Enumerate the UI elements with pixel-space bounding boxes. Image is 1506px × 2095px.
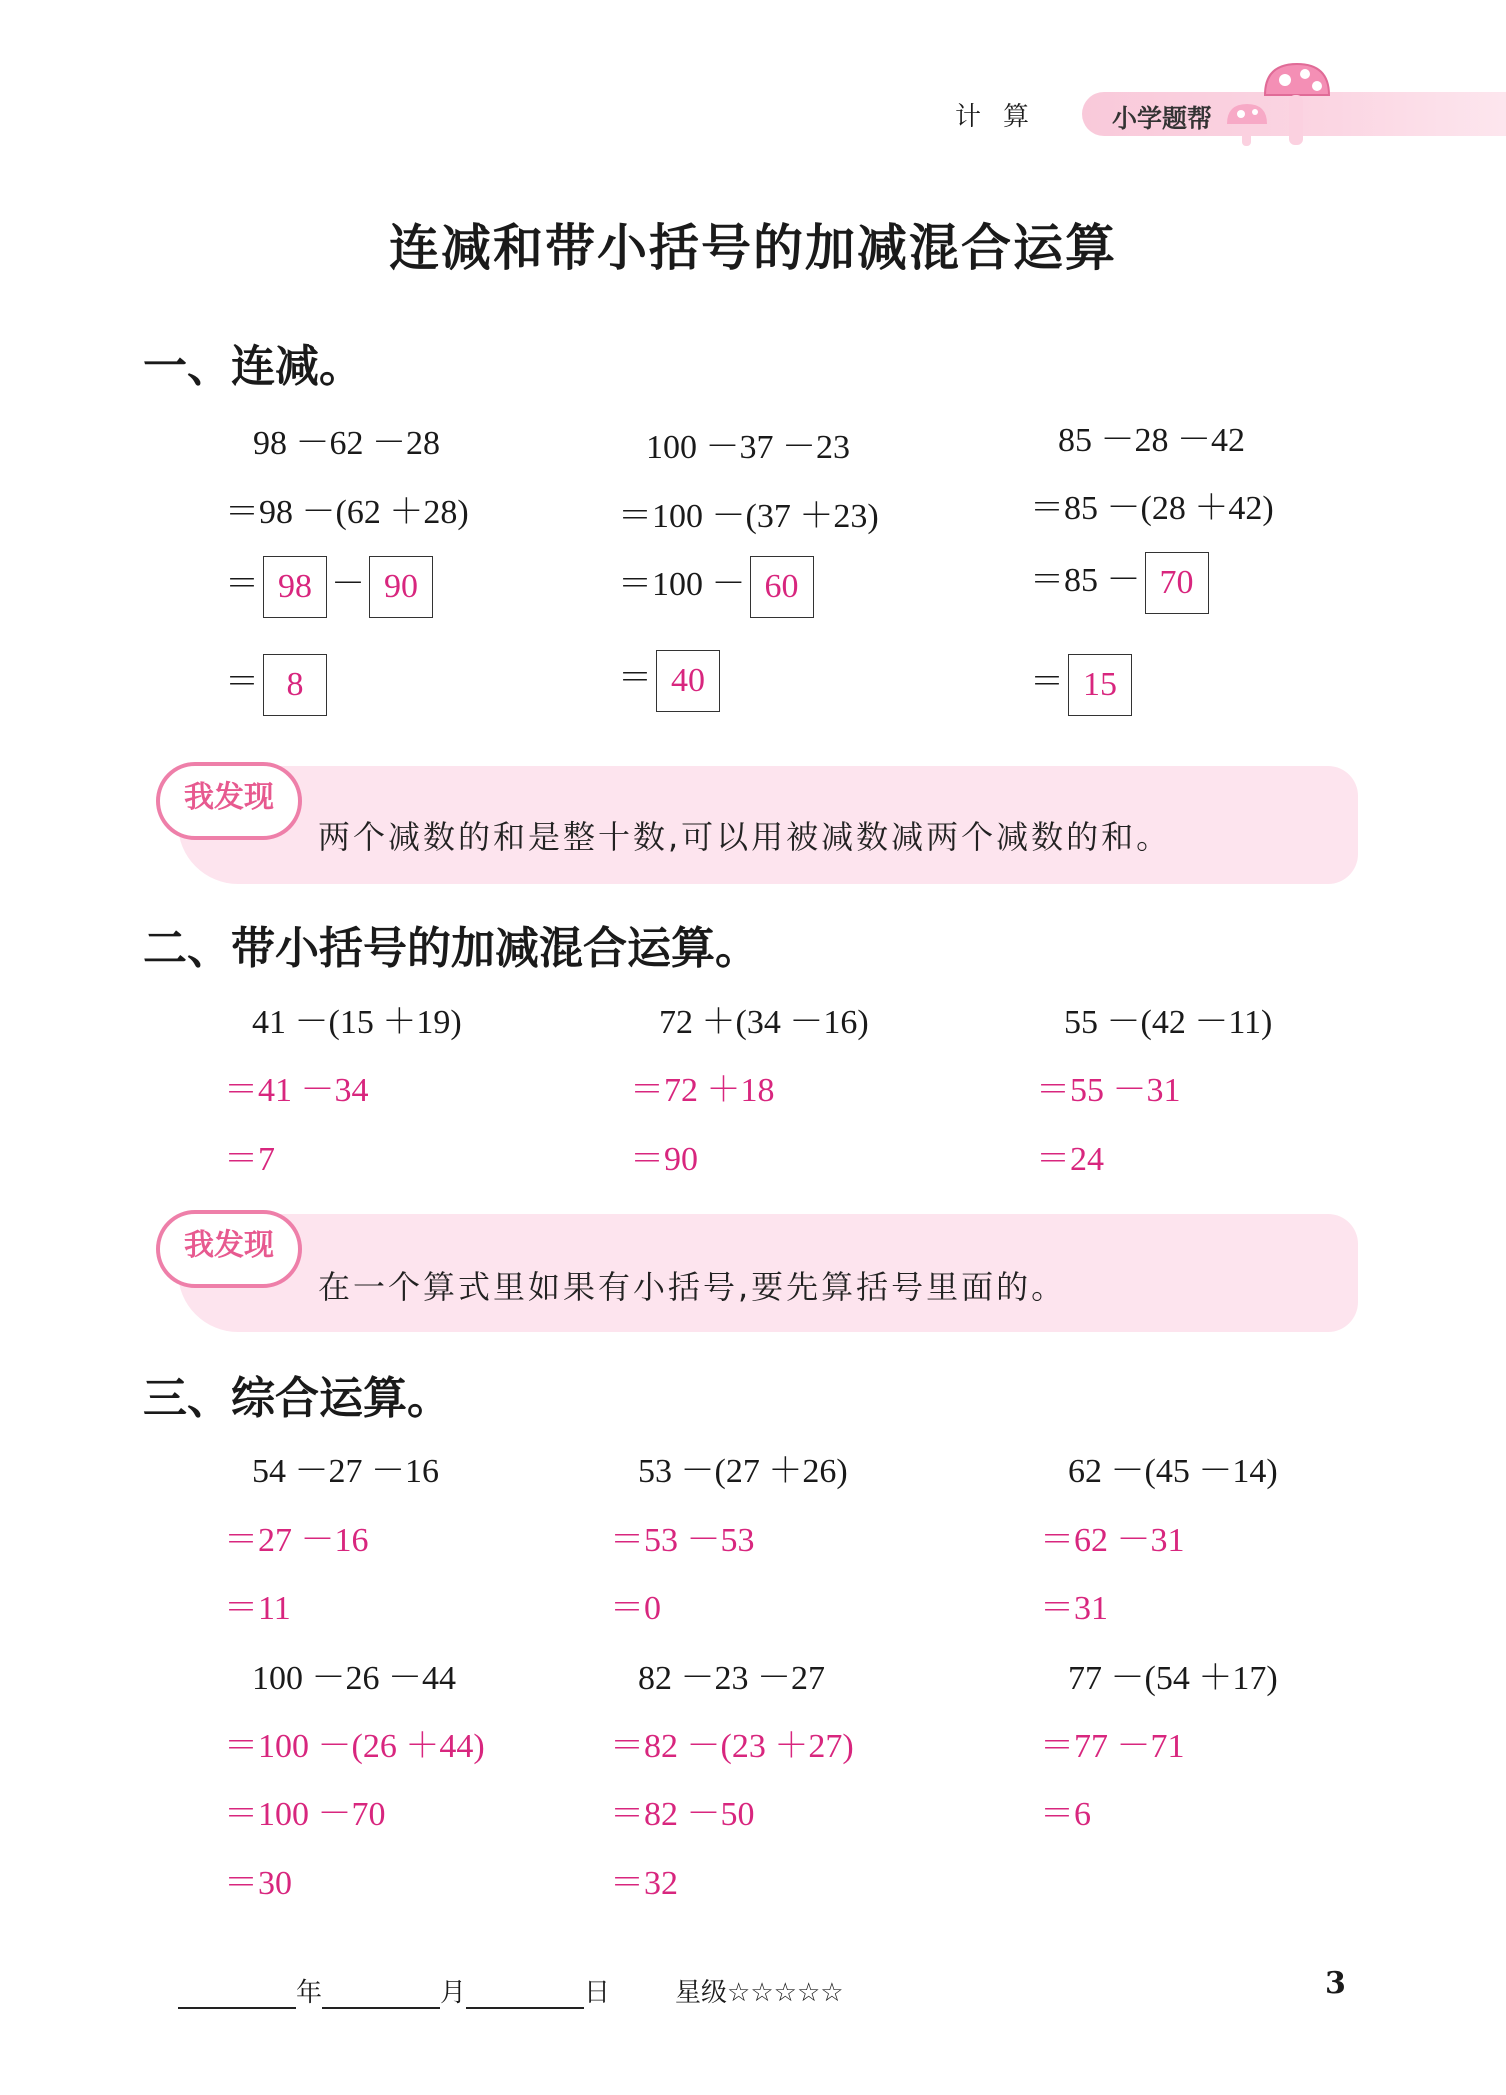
answer-box[interactable]: 60 (750, 556, 814, 618)
solution-step: ＝82 －50 (610, 1796, 755, 1833)
problem-question: 55 －(42 －11) (1064, 1004, 1273, 1041)
problem-question: 100 －26 －44 (252, 1660, 456, 1697)
year-blank[interactable] (178, 1981, 296, 2009)
minus-sign: － (331, 566, 365, 603)
step-boxes (1030, 552, 1213, 614)
step-boxes (618, 556, 818, 618)
solution-step: ＝100 －(26 ＋44) (224, 1728, 485, 1765)
solution-result: ＝31 (1040, 1590, 1108, 1627)
equals-sign: ＝ (618, 660, 652, 697)
step-prefix: ＝100 － (618, 566, 746, 603)
solution-step: ＝82 －(23 ＋27) (610, 1728, 854, 1765)
solution-result: ＝7 (224, 1141, 275, 1178)
solution-result: ＝11 (224, 1590, 291, 1627)
month-blank[interactable] (322, 1981, 440, 2009)
step-grouping: ＝85 －(28 ＋42) (1030, 490, 1274, 527)
solution-result: ＝32 (610, 1865, 678, 1902)
solution-step: ＝100 －70 (224, 1796, 386, 1833)
step-prefix: ＝85 － (1030, 562, 1141, 599)
equals-sign: ＝ (1030, 664, 1064, 701)
page-number: 3 (1325, 1966, 1346, 2001)
step-result (1030, 654, 1136, 716)
step-grouping: ＝98 －(62 ＋28) (225, 494, 469, 531)
step-boxes (225, 556, 437, 618)
solution-step: ＝53 －53 (610, 1522, 755, 1559)
footer-rating (675, 1972, 844, 2009)
problem-question: 77 －(54 ＋17) (1068, 1660, 1278, 1697)
solution-result: ＝0 (610, 1590, 661, 1627)
step-result (225, 654, 331, 716)
solution-result: ＝6 (1040, 1796, 1091, 1833)
problem-question: 85 －28 －42 (1058, 422, 1245, 459)
problem-question: 98 －62 －28 (253, 425, 440, 462)
header-topic: 计算 (955, 102, 1052, 132)
solution-step: ＝72 ＋18 (630, 1072, 775, 1109)
solution-step: ＝55 －31 (1036, 1072, 1181, 1109)
solution-result: ＝90 (630, 1141, 698, 1178)
answer-box[interactable]: 15 (1068, 654, 1132, 716)
discover-badge: 我发现 (156, 1210, 302, 1288)
discover-badge: 我发现 (156, 762, 302, 840)
equals-sign: ＝ (225, 566, 259, 603)
section2-heading: 二、带小括号的加减混合运算。 (143, 923, 759, 974)
day-blank[interactable] (466, 1981, 584, 2009)
problem-question: 72 ＋(34 －16) (659, 1004, 869, 1041)
solution-step: ＝41 －34 (224, 1072, 369, 1109)
step-result (618, 650, 724, 712)
problem-question: 41 －(15 ＋19) (252, 1004, 462, 1041)
day-label: 日 (584, 1978, 611, 2008)
answer-box[interactable]: 90 (369, 556, 433, 618)
problem-question: 62 －(45 －14) (1068, 1453, 1278, 1490)
problem-question: 82 －23 －27 (638, 1660, 825, 1697)
solution-result: ＝24 (1036, 1141, 1104, 1178)
discover-text: 在一个算式里如果有小括号,要先算括号里面的。 (318, 1268, 1067, 1306)
answer-box[interactable]: 8 (263, 654, 327, 716)
year-label: 年 (296, 1978, 323, 2008)
answer-box[interactable]: 98 (263, 556, 327, 618)
equals-sign: ＝ (225, 664, 259, 701)
section3-heading: 三、综合运算。 (143, 1373, 451, 1424)
page-title: 连减和带小括号的加减混合运算 (389, 219, 1117, 277)
header-brand: 小学题帮 (1112, 104, 1213, 133)
solution-step: ＝62 －31 (1040, 1522, 1185, 1559)
rating-label: 星级 (675, 1978, 728, 2008)
solution-step: ＝27 －16 (224, 1522, 369, 1559)
month-label: 月 (440, 1978, 467, 2008)
answer-box[interactable]: 40 (656, 650, 720, 712)
footer-date (178, 1972, 610, 2009)
problem-question: 100 －37 －23 (646, 429, 850, 466)
solution-step: ＝77 －71 (1040, 1728, 1185, 1765)
problem-question: 54 －27 －16 (252, 1453, 439, 1490)
answer-box[interactable]: 70 (1145, 552, 1209, 614)
star-icon[interactable]: ☆☆☆☆☆ (727, 1978, 844, 2008)
solution-result: ＝30 (224, 1865, 292, 1902)
step-grouping: ＝100 －(37 ＋23) (618, 498, 879, 535)
problem-question: 53 －(27 ＋26) (638, 1453, 848, 1490)
section1-heading: 一、连减。 (143, 341, 363, 392)
discover-text: 两个减数的和是整十数,可以用被减数减两个减数的和。 (318, 818, 1172, 856)
mushroom-icon (1225, 60, 1365, 150)
